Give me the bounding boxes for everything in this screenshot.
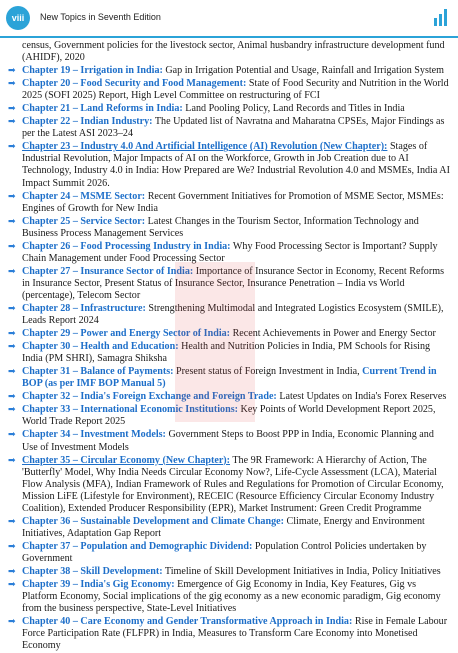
- chapter-item: [8, 404, 450, 428]
- arrow-bullet-icon: ➡: [8, 342, 16, 353]
- arrow-bullet-icon: ➡: [8, 617, 16, 628]
- page-header: [0, 0, 458, 40]
- chapter-topics: Gap in Irrigation Potential and Usage, Rainfall and Irrigation System: [162, 65, 445, 77]
- chapter-label: Chapter 27 – Insurance Sector of India:: [22, 265, 194, 277]
- chapter-topics: Timeline of Skill Development Initiatives in India, Policy Initiatives: [162, 565, 441, 577]
- chapter-topics: Latest Changes in the Tourism Sector, Information Technology and Business Process Management Services: [22, 215, 419, 239]
- arrow-bullet-icon: ➡: [8, 216, 16, 227]
- chapter-item: [8, 303, 450, 327]
- chapter-topics: Emergence of Gig Economy in India, Key Features, Gig vs Platform Economy, Social implications of the gig economy as a new economic paradigm, Gig economy from the business perspective, State-Level Initiatives: [22, 579, 441, 615]
- arrow-bullet-icon: ➡: [8, 66, 16, 77]
- chapter-item: [8, 78, 450, 102]
- chapter-label: Chapter 34 – Investment Models:: [22, 429, 166, 441]
- chapter-item: [8, 241, 450, 265]
- arrow-bullet-icon: ➡: [8, 566, 16, 577]
- arrow-bullet-icon: ➡: [8, 191, 16, 202]
- chapter-label: Chapter 38 – Skill Development:: [22, 565, 163, 577]
- chapter-topics: Importance of Insurance Sector in Economy, Recent Reforms in Insurance Sector, Present Status of Insurance Sector, Insurance Penetration – India vs World (percentage), Telecom Sector: [22, 265, 444, 301]
- chapter-topics: Recent Achievements in Power and Energy Sector: [230, 328, 436, 340]
- chapter-label: Chapter 32 – India's Foreign Exchange and Foreign Trade:: [22, 391, 277, 403]
- chapter-topics: Latest Updates on India's Forex Reserves: [276, 391, 447, 403]
- arrow-bullet-icon: ➡: [8, 266, 16, 277]
- chapter-item: [8, 141, 450, 189]
- arrow-bullet-icon: ➡: [8, 329, 16, 340]
- arrow-bullet-icon: ➡: [8, 241, 16, 252]
- chapter-list: [8, 40, 450, 653]
- chapter-item: [8, 516, 450, 540]
- chapter-topics: Recent Government Initiatives for Promotion of MSME Sector, MSMEs: Engines of Growth for New India: [22, 190, 444, 214]
- header-divider: [0, 36, 458, 38]
- arrow-bullet-icon: ➡: [8, 516, 16, 527]
- chapter-label: Chapter 29 – Power and Energy Sector of India:: [22, 328, 231, 340]
- arrow-bullet-icon: ➡: [8, 104, 16, 115]
- chapter-topics: Key Points of World Development Report 2025, World Trade Report 2025: [22, 404, 436, 428]
- running-header-title: New Topics in Seventh Edition: [40, 12, 161, 22]
- chapter-item: [8, 579, 450, 615]
- bar-chart-icon: [434, 8, 450, 26]
- chapter-label: Chapter 21 – Land Reforms in India:: [22, 103, 183, 115]
- chapter-topics: State of Food Security and Nutrition in the World 2025 (SOFI 2025) Report, High Level Committee on restructuring of FCI: [22, 78, 449, 102]
- chapter-item: [8, 216, 450, 240]
- chapter-label: Chapter 31 – Balance of Payments:: [22, 366, 174, 378]
- arrow-bullet-icon: ➡: [8, 303, 16, 314]
- chapter-label: Chapter 20 – Food Security and Food Management:: [22, 78, 247, 90]
- arrow-bullet-icon: ➡: [8, 142, 16, 153]
- chapter-label: Chapter 33 – International Economic Institutions:: [22, 404, 239, 416]
- chapter-item: [8, 455, 450, 515]
- chapter-label: Chapter 40 – Care Economy and Gender Transformative Approach in India:: [22, 616, 353, 628]
- chapter-highlight: Current Trend in BOP (as per IMF BOP Manual 5): [22, 366, 437, 390]
- chapter-topics: The Updated list of Navratna and Maharatna CPSEs, Major Findings as per the Latest ASI 2023–24: [22, 116, 445, 140]
- chapter-topics: Population Control Policies undertaken by Government: [22, 540, 427, 564]
- chapter-topics: Stages of Industrial Revolution, Major Impacts of AI on the Workforce, Growth in Job Creation due to AI Technology, Industry 4.0 in India: How Prepared are We? Industrial Revolution 4.0 and MSMEs, India AI Impact Summit 2026.: [22, 141, 450, 189]
- arrow-bullet-icon: ➡: [8, 392, 16, 403]
- page-number-badge: viii: [6, 6, 30, 30]
- chapter-item: [8, 65, 450, 77]
- chapter-item: [8, 541, 450, 565]
- chapter-label: Chapter 24 – MSME Sector:: [22, 190, 146, 202]
- chapter-item: [8, 366, 450, 390]
- chapter-item: [8, 266, 450, 302]
- chapter-topics: The 9R Framework: A Hierarchy of Action, The 'Butterfly' Model, Why India Needs Circular Economy Now?, Life-Cycle Assessment (LCA), Material Flow Analysis (MFA), Indian Framework of Rules and Regulations for Promotion of Circular Economy, Mission LiFE (Lifestyle for Environment), RECEIC (Resource Efficiency Circular Economy Industry Coalition), Extended Producer Responsibility (EPR), Market Instrument: Green Credit Programme: [22, 454, 444, 514]
- arrow-bullet-icon: ➡: [8, 405, 16, 416]
- arrow-bullet-icon: ➡: [8, 580, 16, 591]
- chapter-label: Chapter 25 – Service Sector:: [22, 215, 146, 227]
- chapter-item: [8, 341, 450, 365]
- arrow-bullet-icon: ➡: [8, 455, 16, 466]
- chapter-label: Chapter 26 – Food Processing Industry in India:: [22, 240, 231, 252]
- chapter-label: Chapter 36 – Sustainable Development and Climate Change:: [22, 515, 284, 527]
- chapter-label: Chapter 37 – Population and Demographic Dividend:: [22, 540, 253, 552]
- chapter-label: Chapter 30 – Health and Education:: [22, 341, 179, 353]
- chapter-item: [8, 328, 450, 340]
- chapter-item: [8, 429, 450, 453]
- arrow-bullet-icon: ➡: [8, 79, 16, 90]
- chapter-topics: Rise in Female Labour Force Participation Rate (FLFPR) in India, Measures to Transform Care Economy into Monetised Economy: [22, 616, 448, 652]
- chapter-label: Chapter 19 – Irrigation in India:: [22, 65, 163, 77]
- arrow-bullet-icon: ➡: [8, 367, 16, 378]
- chapter-label: Chapter 35 – Circular Economy (New Chapter):: [22, 454, 231, 466]
- chapter-topics: Present status of Foreign Investment in India,: [173, 366, 363, 378]
- chapter-item: [8, 191, 450, 215]
- chapter-item: [8, 616, 450, 652]
- chapter-item: [8, 566, 450, 578]
- arrow-bullet-icon: ➡: [8, 541, 16, 552]
- chapter-topics: Government Steps to Boost PPP in India, Economic Planning and Use of Investment Models: [22, 429, 434, 453]
- chapter-item: [8, 116, 450, 140]
- chapter-label: Chapter 22 – Indian Industry:: [22, 116, 153, 128]
- continued-text: census, Government policies for the livestock sector, Animal husbandry infrastructure development fund (AHIDF), 2020: [22, 40, 445, 64]
- arrow-bullet-icon: ➡: [8, 117, 16, 128]
- chapter-item: [8, 103, 450, 115]
- chapter-topics: Health and Nutrition Policies in India, PM Schools for Rising India (PM SHRI), Samagra Shiksha: [22, 341, 431, 365]
- chapter-topics: Strengthening Multimodal and Integrated Logistics Ecosystem (SMILE), Leads Report 2024: [22, 302, 444, 327]
- chapter-label: Chapter 23 – Industry 4.0 And Artificial Intelligence (AI) Revolution (New Chapter):: [22, 141, 388, 153]
- chapter-topics: Land Pooling Policy, Land Records and Titles in India: [182, 103, 405, 115]
- arrow-bullet-icon: ➡: [8, 430, 16, 441]
- chapter-label: Chapter 28 – Infrastructure:: [22, 302, 146, 314]
- chapter-topics: Climate, Energy and Environment Initiatives, Adaptation Gap Report: [22, 515, 425, 539]
- chapter-topics: Why Food Processing Sector is Important? Supply Chain Management under Food Processing Sector: [22, 240, 438, 264]
- chapter-item: [8, 391, 450, 403]
- chapter-label: Chapter 39 – India's Gig Economy:: [22, 579, 175, 591]
